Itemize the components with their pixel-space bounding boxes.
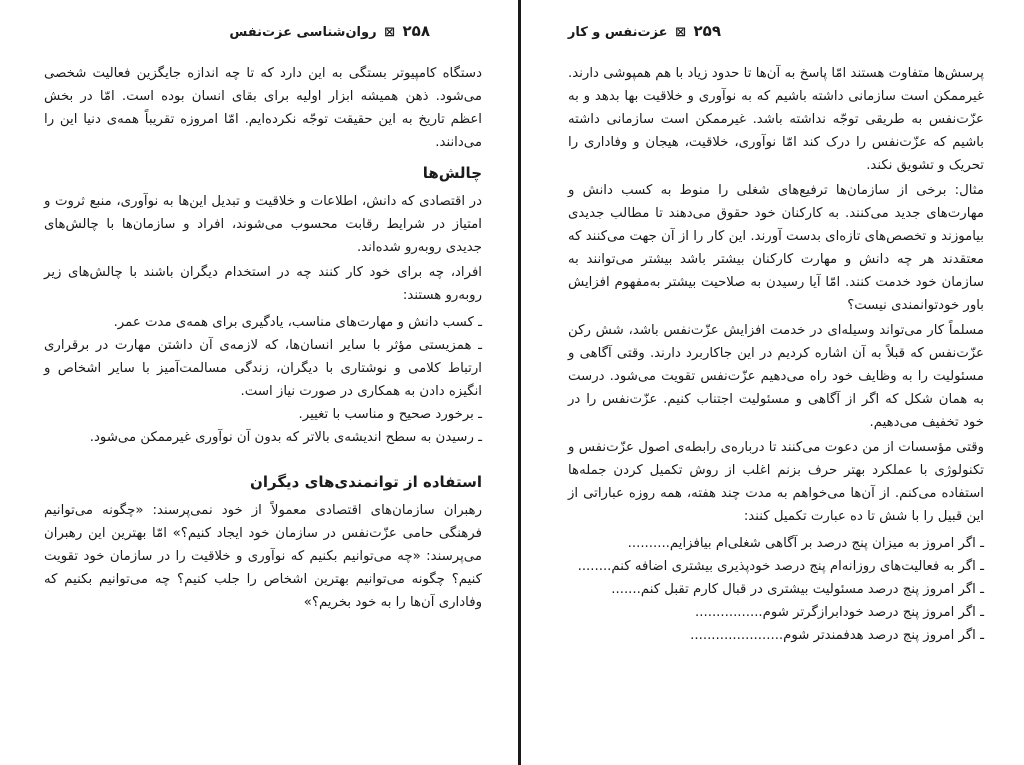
stem-text: ـ اگر به فعالیت‌های روزانه‌ام پنج درصد خودپذیری بیشتری اضافه کنم bbox=[611, 559, 984, 574]
list-item: ـ کسب دانش و مهارت‌های مناسب، یادگیری برای همه‌ی مدت عمر. bbox=[113, 315, 482, 330]
right-page bbox=[526, 0, 1024, 765]
left-page-number: ۲۵۸ bbox=[402, 22, 430, 40]
right-paragraph-2: مثال: برخی از سازمان‌ها ترفیع‌های شغلی را منوط به کسب دانش و مهارت‌های جدید می‌کنند. به کارکنان خود حقوق می‌دهند تا مطالب جدیدی بیاموزند و تخصص‌های تازه‌ای بدست آورند. این کار را از آن جهت می‌کنند که معتقدند هر چه دانش و مهارت کارکنان بیشتر باشد بیشتر می‌توانند به سازمان خود خدمت کنند. امّا آیا رسیدن به صلاحیت بیشتر به‌مفهوم افزایش باور خودتوانمندی نیست؟ bbox=[568, 183, 984, 313]
box-ornament-icon: ⊠ bbox=[675, 25, 686, 40]
list-item bbox=[568, 578, 984, 601]
challenges-paragraph-2: افراد، چه برای خود کار کنند چه در استخدام دیگران باشند با چالش‌های زیر روبه‌رو هستند: bbox=[44, 265, 482, 303]
stem-dots: ........ bbox=[577, 559, 612, 574]
stem-dots: ....... bbox=[611, 582, 641, 597]
list-item bbox=[568, 624, 984, 647]
challenges-paragraph-1: در اقتصادی که دانش، اطلاعات و خلاقیت و تبدیل این‌ها به نوآوری، منبع ثروت و امتیاز در شرایط رقابت محسوب می‌شوند، افراد و سازمان‌ها با چالش‌های جدیدی روبه‌رو شده‌اند. bbox=[44, 194, 482, 255]
stem-text: ـ اگر امروز پنج درصد خودابرازگرتر شوم bbox=[762, 605, 984, 620]
left-intro-paragraph: دستگاه کامپیوتر بستگی به این دارد که تا چه اندازه جایگزین فعالیت شخصی می‌شود. ذهن همیشه ابزار اولیه برای بقای انسان بوده است. امّا در بخش اعظم تاریخ به این حقیقت توجّه نکرده‌ایم. امّا امروزه تقریباً همه‌ی دنیا این را می‌دانند. bbox=[44, 66, 482, 150]
list-item: ـ همزیستی مؤثر با سایر انسان‌ها، که لازمه‌ی آن داشتن مهارت در برقراری ارتباط کلامی و نوشتاری با دیگران، زندگی مسالمت‌آمیز با سایر اشخاص و انگیزه دادن به همکاری در صورت نیاز است. bbox=[44, 338, 482, 399]
list-item bbox=[568, 601, 984, 624]
right-chapter-title: عزت‌نفس و کار bbox=[567, 25, 668, 40]
sentence-stems-list bbox=[568, 532, 984, 647]
stem-text: ـ اگر امروز به میزان پنج درصد بر آگاهی شغلی‌ام بیافزایم bbox=[669, 536, 984, 551]
list-item bbox=[568, 555, 984, 578]
stem-text: ـ اگر امروز پنج درصد مسئولیت بیشتری در قبال کارم تقبل کنم bbox=[640, 582, 984, 597]
left-body bbox=[0, 62, 512, 616]
challenges-list bbox=[44, 311, 482, 449]
section-heading-challenges: چالش‌ها bbox=[422, 164, 482, 182]
left-book-title: روان‌شناسی عزت‌نفس bbox=[229, 25, 377, 40]
list-item: ـ رسیدن به سطح اندیشه‌ی بالاتر که بدون آن نوآوری غیرممکن می‌شود. bbox=[89, 430, 482, 445]
right-paragraph-3: مسلماً کار می‌تواند وسیله‌ای در خدمت افزایش عزّت‌نفس باشد، شش رکن عزّت‌نفس که قبلاً به آن اشاره کردیم در این جاکاربرد دارند. وقتی آگاهی و مسئولیت را به وظایف خود راه می‌دهیم عزّت‌نفس تقویت می‌شود. درست به همان شکل که اگر از آگاهی و مسئولیت اجتناب کنیم. عزّت‌نفس را در خود تخفیف می‌دهیم. bbox=[568, 323, 984, 430]
using-others-paragraph: رهبران سازمان‌های اقتصادی معمولاً از خود نمی‌پرسند: «چگونه می‌توانیم فرهنگی حامی عزّت‌نفس در سازمان خود ایجاد کنیم؟» امّا بهترین این رهبران می‌پرسند: «چه می‌توانیم بکنیم که نوآوری و خلاقیت را در سازمان خود تقویت کنیم؟ چگونه می‌توانیم بهترین اشخاص را جلب کنیم؟ چه می‌توانیم بکنیم که وفاداری آن‌ها را به خود بخریم؟» bbox=[44, 503, 482, 610]
right-paragraph-1: پرسش‌ها متفاوت هستند امّا پاسخ به آن‌ها تا حدود زیاد با هم همپوشی دارند. غیرممکن است سازمانی داشته باشیم که به نوآوری و خلاقیت بها بدهد و به عزّت‌نفس به طریقی توجّه نداشته باشد. غیرممکن است سازمانی داشته باشیم که عزّت‌نفس را درک کند امّا نوآوری، خلاقیت، هیجان و وفاداری را تحریک و تشویق نکند. bbox=[568, 66, 984, 173]
right-body bbox=[526, 62, 1024, 653]
list-item: ـ برخورد صحیح و مناسب با تغییر. bbox=[298, 407, 482, 422]
stem-dots: ...................... bbox=[690, 628, 784, 643]
right-page-number: ۲۵۹ bbox=[693, 22, 721, 40]
list-item bbox=[568, 532, 984, 555]
right-running-head bbox=[568, 22, 721, 40]
box-ornament-icon: ⊠ bbox=[384, 25, 395, 40]
left-running-head bbox=[229, 22, 430, 40]
stem-dots: ................ bbox=[695, 605, 763, 620]
right-paragraph-4: وقتی مؤسسات از من دعوت می‌کنند تا درباره‌ی رابطه‌ی اصول عزّت‌نفس و تکنولوژی با عملکرد بهتر حرف بزنم اغلب از روش تکمیل کردن جمله‌ها استفاده می‌کنم. از آن‌ها می‌خواهم به مدت چند هفته، همه روزه عباراتی از این قبیل را با شش تا ده عبارت تکمیل کنند: bbox=[568, 440, 984, 524]
stem-dots: .......... bbox=[627, 536, 670, 551]
section-heading-using-others: استفاده از توانمندی‌های دیگران bbox=[250, 473, 482, 491]
stem-text: ـ اگر امروز پنج درصد هدفمندتر شوم bbox=[783, 628, 984, 643]
book-spine-divider bbox=[518, 0, 521, 765]
